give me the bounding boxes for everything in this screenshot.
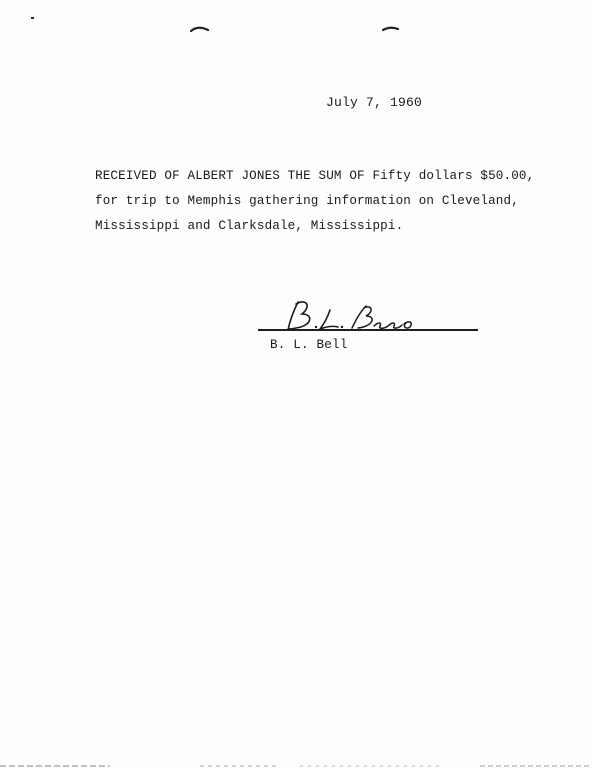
receipt-body [95, 164, 535, 239]
receipt-line-2: for trip to Memphis gathering information on Cleveland, [95, 194, 519, 208]
signer-name: B. L. Bell [270, 338, 348, 352]
receipt-line-3: Mississippi and Clarksdale, Mississippi. [95, 219, 404, 233]
signature-block [258, 296, 482, 366]
signature-line [258, 329, 478, 331]
scan-mark-left [31, 17, 34, 19]
punch-mark-left-icon [190, 25, 210, 33]
scan-bottom-edge [0, 762, 592, 768]
punch-mark-right-icon [382, 25, 400, 33]
receipt-line-1: RECEIVED OF ALBERT JONES THE SUM OF Fifty dollars $50.00, [95, 169, 535, 183]
document-date: July 7, 1960 [326, 95, 423, 110]
